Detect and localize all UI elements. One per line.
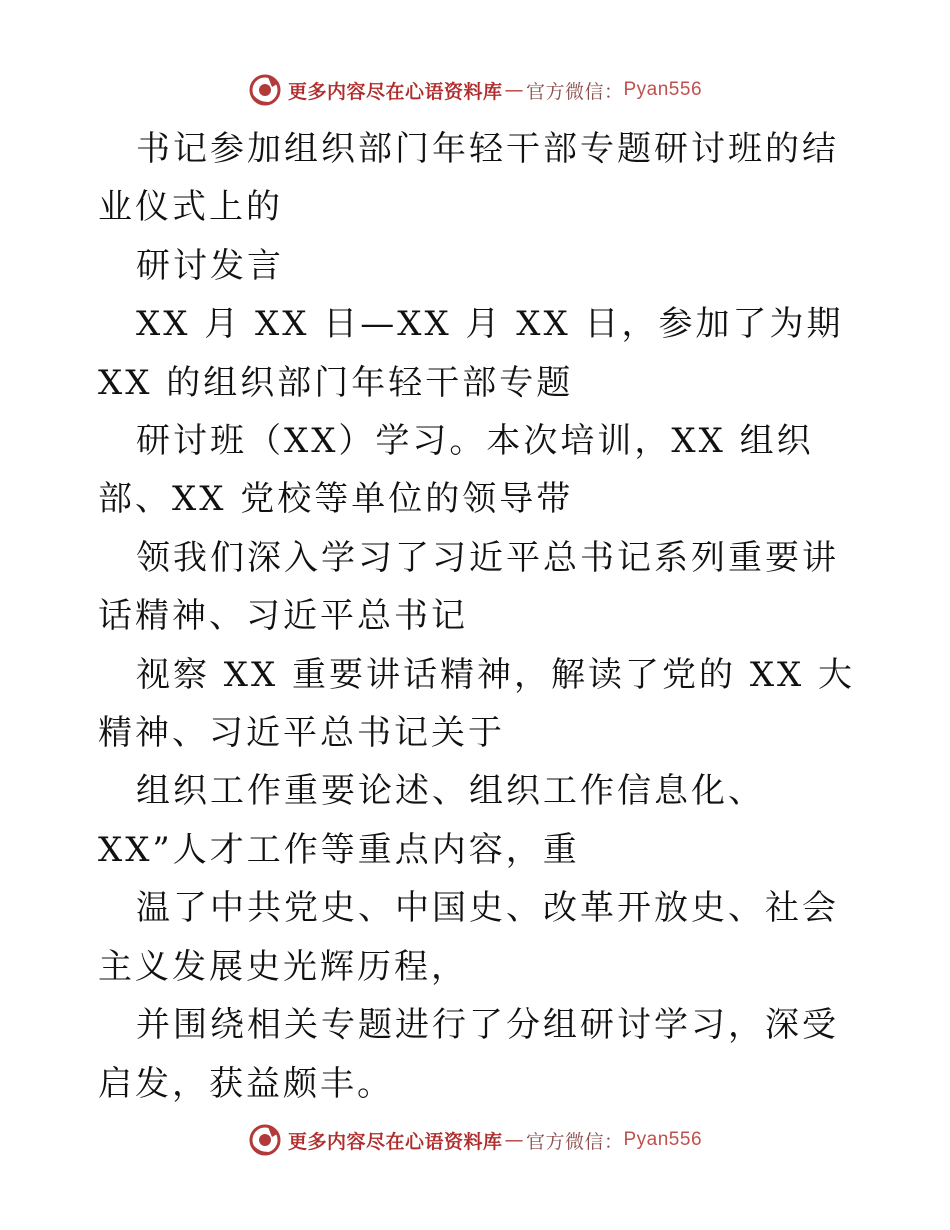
watermark-wechat-id: Pyan556 [623, 1129, 703, 1150]
watermark-wechat-label: 官方微信： [525, 1130, 624, 1153]
brand-logo-icon [248, 1123, 282, 1157]
header-watermark [0, 70, 950, 110]
paragraph: XX 月 XX 日—XX 月 XX 日，参加了为期 XX 的组织部门年轻干部专题 [98, 304, 858, 403]
paragraph: 温了中共党史、中国史、改革开放史、社会主义发展史光辉历程， [98, 888, 839, 987]
paragraph: 组织工作重要论述、组织工作信息化、XX”人才工作等重点内容，重 [98, 771, 765, 870]
paragraph-title: 书记参加组织部门年轻干部专题研讨班的结业仪式上的 [98, 129, 839, 228]
watermark-wechat-label: 官方微信： [525, 80, 624, 103]
paragraph: 并围绕相关专题进行了分组研讨学习，深受启发，获益颇丰。 [98, 1005, 839, 1104]
paragraph: 视察 XX 重要讲话精神，解读了党的 XX 大精神、习近平总书记关于 [98, 654, 856, 754]
watermark-dash: — [504, 1129, 524, 1151]
watermark-wechat-id: Pyan556 [623, 79, 703, 100]
watermark-dash: — [504, 79, 524, 101]
paragraph-subtitle: 研讨发言 [136, 245, 284, 286]
paragraph: 研讨班（XX）学习。本次培训，XX 组织部、XX 党校等单位的领导带 [98, 421, 814, 520]
watermark-site-text: 更多内容尽在心语资料库 [287, 80, 503, 103]
document-body [98, 120, 858, 1113]
paragraph: 领我们深入学习了习近平总书记系列重要讲话精神、习近平总书记 [98, 537, 839, 637]
footer-watermark [0, 1120, 950, 1160]
brand-logo-icon [248, 73, 282, 107]
watermark-site-text: 更多内容尽在心语资料库 [287, 1130, 503, 1153]
